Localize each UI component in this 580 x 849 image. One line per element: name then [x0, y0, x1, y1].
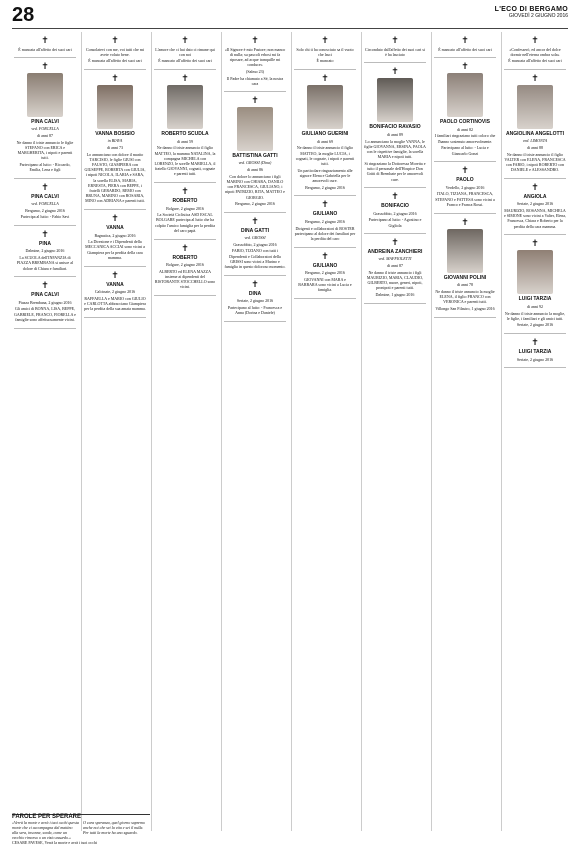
cross-icon: ✝ [321, 35, 329, 45]
deceased-name: ANDREINA ZANCHIERI [367, 249, 423, 256]
notice-text: FABIO, TIZIANO con tutti i Dipendenti e Collaboratori della GRISSI sono vicini a Marino e famiglia in questo doloroso momento. [224, 248, 286, 270]
cross-icon: ✝ [181, 35, 189, 45]
cross-icon: ✝ [251, 35, 259, 45]
notice-column [501, 32, 568, 831]
cross-icon: ✝ [391, 237, 399, 248]
obituary-notice [224, 276, 286, 322]
notice-text: Il Padre ha chiamato a Sé, la nostra cara [226, 75, 284, 86]
deceased-name: GIULIANO [312, 211, 338, 218]
page-header [12, 4, 568, 29]
deceased-name: LUIGI TARZIA [518, 296, 552, 303]
notice-text: Seriate, 2 giugno 2016 [516, 201, 554, 207]
obituary-notice [364, 188, 426, 234]
obituary-notice [434, 162, 496, 213]
obituary-notice [14, 179, 76, 226]
deceased-subtitle: ved. FORCELLA [31, 200, 59, 206]
notice-text: Grassobbio, 2 giugno 2016 [233, 241, 277, 247]
notice-text: Partecipano al lutto: - Francesca e Anna (Dorina e Daniele) [227, 304, 283, 316]
deceased-name: ROBERTO [172, 254, 198, 261]
quote-title: FAROLE PER SPERARE [12, 814, 82, 820]
deceased-name: LUIGI TARZIA [518, 349, 552, 356]
cross-icon: ✝ [41, 280, 49, 291]
cross-icon: ✝ [321, 73, 329, 84]
cross-icon: ✝ [321, 199, 329, 210]
deceased-name: BONIFACIO [381, 203, 409, 210]
portrait-photo [237, 107, 273, 151]
portrait-photo [97, 85, 133, 129]
notice-text: di anni 69 [317, 138, 333, 144]
notice-text: Dalmine, 2 giugno 2016 [25, 248, 65, 254]
notice-text: di anni 59 [177, 138, 193, 144]
notice-text: «Il Signore è mio Pastore; non manco di nulla; su pascoli erbosi mi fa riposare, ad acque tranquille mi conduce» [224, 46, 286, 68]
notice-text: Con dolore lo annunciano i figli MARINO con CHIARA, DANILO con FRANCESCA, GIULIANO, i nipoti PATRIZIO, RITA, MATTEO e GIORGIO. [225, 173, 285, 200]
page-number: 28 [12, 4, 35, 26]
cross-icon: ✝ [531, 181, 539, 192]
notice-text: GIOVANNI con MARA e BARBARA sono vicini a Lucia e famiglia. [298, 276, 352, 293]
notice-text: Solo chi ti ha conosciuto sa il vuoto che lasci [296, 46, 354, 57]
cross-icon: ✝ [111, 35, 119, 45]
notice-text: La Direzione e i Dipendenti della MECCANICA ACCIAI sono vicini a Giampiera per la perdita della cara mamma. [85, 239, 145, 260]
obituary-notice [224, 32, 286, 92]
notice-text: Partecipano al lutto: - Agostino e Gigliola [368, 217, 422, 228]
cross-icon: ✝ [531, 238, 539, 249]
deceased-name: PINA CALVI [31, 292, 59, 299]
quote-box [12, 814, 150, 845]
notice-text: Dirigenti e collaboratori di BOSTER partecipano al dolore dei familiari per la perdita del caro [294, 225, 356, 242]
deceased-name: DINA [248, 290, 262, 297]
notice-text: Seriate, 2 giugno 2016 [516, 356, 554, 362]
notice-text: Consolatevi con me, voi tutti che mi avete voluto bene. [85, 46, 145, 57]
cross-icon: ✝ [531, 337, 539, 348]
obituary-notice [294, 248, 356, 299]
notice-text: Bergamo, 2 giugno 2016 [305, 218, 345, 224]
cross-icon: ✝ [251, 216, 259, 227]
notice-text: di anni 87 [387, 263, 403, 269]
deceased-name: VANNA BOSISIO [95, 131, 135, 138]
deceased-name: PAOLO [456, 177, 474, 184]
deceased-name: DINA GATTI [240, 228, 270, 235]
cross-icon: ✝ [41, 228, 49, 239]
notice-text: È mancato [316, 58, 334, 64]
notice-text: Gli amici di BONNA, LISA, BEPPE, GABRIELE, FRANCO, FIORELLA e famiglie sono affettuosamente vicini. [14, 306, 76, 322]
portrait-photo [517, 250, 553, 294]
notice-text: di anni 73 [107, 144, 123, 150]
cross-icon: ✝ [531, 35, 539, 45]
cross-icon: ✝ [251, 95, 259, 106]
cross-icon: ✝ [41, 61, 49, 72]
obituary-notice [434, 214, 496, 318]
portrait-photo [447, 229, 483, 273]
obituary-notice [434, 58, 496, 162]
deceased-name: BATTISTINA GATTI [232, 153, 278, 160]
notice-text: Si ringraziano la Dottoressa Moretta e tutto il personale dell'Hospice Don Gritti di Brembate per le amorevoli cure. [364, 160, 426, 182]
cross-icon: ✝ [391, 191, 399, 202]
deceased-name: GIULIANO GUERINI [301, 131, 349, 138]
quote-text-right: O cara speranza, quel giorno sapremo anche noi che sei la vita e sei il nulla. Per tutti la morte ha uno sguardo. [83, 820, 145, 835]
notice-text: di anni 89 [387, 131, 403, 137]
deceased-subtitle: ved. GROSSI [244, 235, 266, 241]
obituary-notice [434, 32, 496, 58]
notice-text: I familiari ringraziano tutti coloro che l'hanno sostenuto amorevolmente. [434, 133, 496, 144]
deceased-subtitle: ved. FORCELLA [31, 126, 59, 132]
cross-icon: ✝ [181, 242, 189, 253]
notice-text: di anni 82 [457, 126, 473, 132]
notice-text: Partecipano al lutto: - Lucia e Giancarlo Gonzi [441, 145, 489, 156]
deceased-name: VANNA [106, 225, 124, 232]
obituary-notice [224, 213, 286, 276]
notice-text: Ne danno il triste annuncio il figlio MATTEO, la moglie LUCIA, i cognati, le cognate, i nipoti e parenti tutti. [295, 145, 355, 166]
notice-text: di anni 78 [457, 282, 473, 288]
deceased-name: ROBERTO [172, 198, 198, 205]
notice-columns [12, 32, 568, 831]
notice-text: Partecipano al lutto: - Riccardo, Emilia, Lena e figli [19, 161, 71, 173]
obituary-notice [154, 32, 216, 70]
cross-icon: ✝ [111, 213, 119, 224]
notice-text: Bergamo, 2 giugno 2016 [305, 270, 345, 276]
obituary-notice [364, 234, 426, 303]
portrait-photo [517, 85, 553, 129]
deceased-name: PINA [39, 240, 51, 247]
notice-text: Seriate, 2 giugno 2016 [516, 322, 554, 328]
portrait-photo [307, 85, 343, 129]
cross-icon: ✝ [41, 181, 49, 192]
notice-text: «Confesserò, ed ancor del dolce dormir nell'eterna ombra sola» [509, 46, 561, 57]
notice-text: Seriate, 2 giugno 2016 [236, 298, 274, 304]
obituary-notice [84, 210, 146, 267]
notice-text: (Salmo 23) [246, 68, 264, 74]
deceased-name: PINA CALVI [31, 119, 59, 126]
obituary-notice [294, 196, 356, 247]
masthead [495, 6, 568, 19]
notice-text: Ne danno il triste annuncio il figlio VALTER con ELENA, FRANCESCA con FABIO, i nipoti ROBERTO con DANIELE e ALESSANDRO. [504, 151, 566, 173]
notice-text: Ne danno il triste annuncio le figlie STEFANO con ERICA e MARGHERITA, i nipoti e parenti tutti. [16, 139, 74, 161]
quote-text-left: «Verrà la morte e avrà i tuoi occhi questa morte che ci accompagna dal mattino alla sera, insonne, sorda, come un vecchio rimorso o un vizio assurdo.» [12, 820, 79, 840]
obituary-notice [504, 70, 566, 179]
notice-column [151, 32, 218, 831]
cross-icon: ✝ [391, 35, 399, 45]
notice-column [221, 32, 288, 831]
notice-column [291, 32, 358, 831]
notice-text: MAURIZIO, ROSANNA, MICHELA e SIMONE sono vicini a Valter, Elena, Francesca, Chiara e Roberto per la perdita della cara mamma. [504, 208, 566, 229]
deceased-name: GIULIANO [312, 262, 338, 269]
notice-text: Bagnatica, 2 giugno 2016 [94, 232, 136, 238]
obituary-notice [224, 92, 286, 213]
notice-text: ALBERTO ed ELENA MAZZA insieme ai dipendenti del RISTORANTE STOCCHELLO sono vicini. [154, 268, 216, 290]
cross-icon: ✝ [41, 35, 49, 45]
deceased-name: BONIFACIO RAVASIO [369, 124, 421, 131]
obituary-notice [154, 70, 216, 183]
deceased-name: ANGIOLA [523, 193, 547, 200]
cross-icon: ✝ [531, 73, 539, 84]
cross-icon: ✝ [461, 61, 469, 72]
notice-text: di anni 88 [527, 144, 543, 150]
notice-text: Piazza Brembana, 2 giugno 2016 [18, 299, 72, 305]
obituary-notice [14, 277, 76, 328]
deceased-subtitle: in BIAVA [107, 138, 123, 144]
cross-icon: ✝ [181, 73, 189, 84]
obituary-notice [14, 58, 76, 179]
notice-text: RAFFAELLA e MARIO con GIULIO e CARLOTTA abbracciano Giampiera per la perdita della sua amata mamma. [84, 295, 146, 312]
notice-column [81, 32, 148, 831]
obituary-notice [84, 70, 146, 210]
obituary-notice [294, 32, 356, 70]
cross-icon: ✝ [321, 250, 329, 261]
notice-text: Verdello, 2 giugno 2016 [445, 184, 485, 190]
portrait-photo [377, 78, 413, 122]
obituary-notice [154, 240, 216, 297]
notice-text: È mancato all'affetto dei suoi cari [438, 46, 492, 52]
obituary-notice [14, 32, 76, 58]
notice-column [431, 32, 498, 831]
obituary-notice [84, 267, 146, 318]
obituary-notice [504, 32, 566, 70]
cross-icon: ✝ [461, 165, 469, 176]
notice-text: È mancata all'affetto dei suoi cari [88, 58, 142, 64]
portrait-photo [27, 73, 63, 117]
deceased-subtitle: ved. LIMONTA [522, 138, 548, 144]
notice-column [361, 32, 428, 831]
deceased-subtitle: ved. MAFFIOLETTI [378, 256, 412, 262]
obituary-notice [364, 32, 426, 63]
notice-text: Ne danno il triste annuncio la moglie ELENA, il figlio FRANCO con VERONICA e parenti tutti. [435, 288, 495, 305]
notice-text: Circondato dall'affetto dei suoi cari si è ha lasciato [364, 46, 426, 57]
deceased-name: ANGIOLINA ANGELOTTI [506, 131, 564, 138]
notice-text: È mancata all'affetto dei suoi cari [18, 46, 72, 52]
notice-text: Lo annunciano con dolore il marito TARCISIO, le figlie GIUSI con FAUSTO, GIAMPIERA con GIUSEPPE, ROBERTA con GIULIA, i nipoti NICOLA, ILARIA e SARA, la sorella ELISA, MARIA, ERNESTA, PIERA con BEPPE, i fratelli GERARDO, REMO con BRUNA, MARINO con ROSARIA, MINO con ADRIANA e parenti tutti. [84, 151, 146, 204]
obituary-notice [504, 334, 566, 368]
notice-text: La Società Ciclistica ASD ESCAL BOLGARE partecipa al lutto che ha colpito l'amico famiglia per la perdita del caro papà. [154, 212, 216, 233]
cross-icon: ✝ [461, 216, 469, 227]
deceased-subtitle: ved. GROSSI (Dina) [238, 160, 272, 166]
cross-icon: ✝ [111, 269, 119, 280]
notice-text: Bergamo, 2 giugno 2016 [235, 201, 275, 207]
deceased-name: VANNA [106, 281, 124, 288]
cross-icon: ✝ [391, 66, 399, 77]
notice-text: Bolgare, 2 giugno 2016 [166, 262, 204, 268]
notice-text: Calcinate, 2 giugno 2016 [94, 289, 136, 295]
portrait-photo [167, 85, 203, 129]
notice-text: L'amore che ci hai dato ci rimane qui con noi [155, 46, 215, 57]
notice-text: Ne danno il triste annuncio la moglie, le figlie, i familiari e gli amici tutti. [504, 310, 566, 321]
cross-icon: ✝ [181, 186, 189, 197]
deceased-name: PINA CALVI [31, 193, 59, 200]
notice-text: di anni 86 [247, 167, 263, 173]
obituary-notice [14, 226, 76, 277]
notice-text: Dalmine, 1 giugno 2016 [375, 292, 415, 298]
obituary-notice [294, 70, 356, 196]
notice-text: Grassobbio, 2 giugno 2016 [373, 210, 417, 216]
notice-text: di anni 92 [527, 303, 543, 309]
notice-text: Un particolare ringraziamento alle signore Elena e Gabriella per le amorevoli cure. [297, 167, 353, 184]
cross-icon: ✝ [461, 35, 469, 45]
issue-date: GIOVEDÌ 2 GIUGNO 2016 [508, 13, 568, 19]
notice-text: La SCUOLA dell'INFANZIA di PIAZZA BREMBANA si unisce al dolore di Chiara e familiari. [16, 255, 74, 271]
notice-text: Partecipa al lutto: - Fabio Savi [20, 214, 70, 220]
notice-text: È mancato all'affetto dei suoi cari [158, 58, 212, 64]
portrait-photo [447, 73, 483, 117]
notice-text: Bergamo, 2 giugno 2016 [25, 207, 65, 213]
cross-icon: ✝ [111, 73, 119, 84]
obituary-notice [504, 235, 566, 334]
notice-text: Bolgare, 2 giugno 2016 [166, 205, 204, 211]
notice-text: Bergamo, 2 giugno 2016 [305, 184, 345, 190]
notice-text: Lo annunciano la moglie VANNA, le figlie GIOVANNA, ERSINA, PAOLA con le rispettive famiglie, la sorella MARIA e nipoti tutti. [364, 138, 426, 160]
notice-text: Ne danno il triste annuncio i figli MAURIZIO, MARIA, CLAUDIO, GILBERTO, nuore, generi, nipoti, pronipoti e parenti tutti. [366, 269, 424, 291]
notice-column [12, 32, 78, 831]
notice-text: ITALO, TIZIANA, FRANCESCA, STEFANO e FATTESA sono vicini a Franco e Franca Rossi. [435, 191, 495, 207]
deceased-name: ROBERTO SCUDLA [161, 131, 209, 138]
obituary-notice [84, 32, 146, 70]
obituary-notice [504, 179, 566, 236]
newspaper-name: L'ECO DI BERGAMO [494, 6, 568, 13]
notice-text: È mancata all'affetto dei suoi cari [508, 58, 562, 64]
notice-text: di anni 87 [37, 132, 53, 138]
deceased-name: PAOLO CORTINOVIS [440, 119, 490, 126]
notice-text: Villongo San Filastro, 1 giugno 2016 [435, 305, 495, 311]
obituary-notice [154, 183, 216, 240]
obituary-notice [364, 63, 426, 188]
cross-icon: ✝ [251, 278, 259, 289]
notice-text: Ne danno il triste annuncio il figlio MATTEO, la mamma NATALINA, la compagna MICHELA con LORENZO, le sorelle MARIELLA, il fratello GIOVANNI, cognati, cognate e parenti tutti. [154, 145, 216, 177]
deceased-name: GIOVANNI POLINI [443, 274, 487, 281]
quote-credit: CESARE PAVESE, Verrà la morte e avrà i tuoi occhi [12, 840, 98, 845]
